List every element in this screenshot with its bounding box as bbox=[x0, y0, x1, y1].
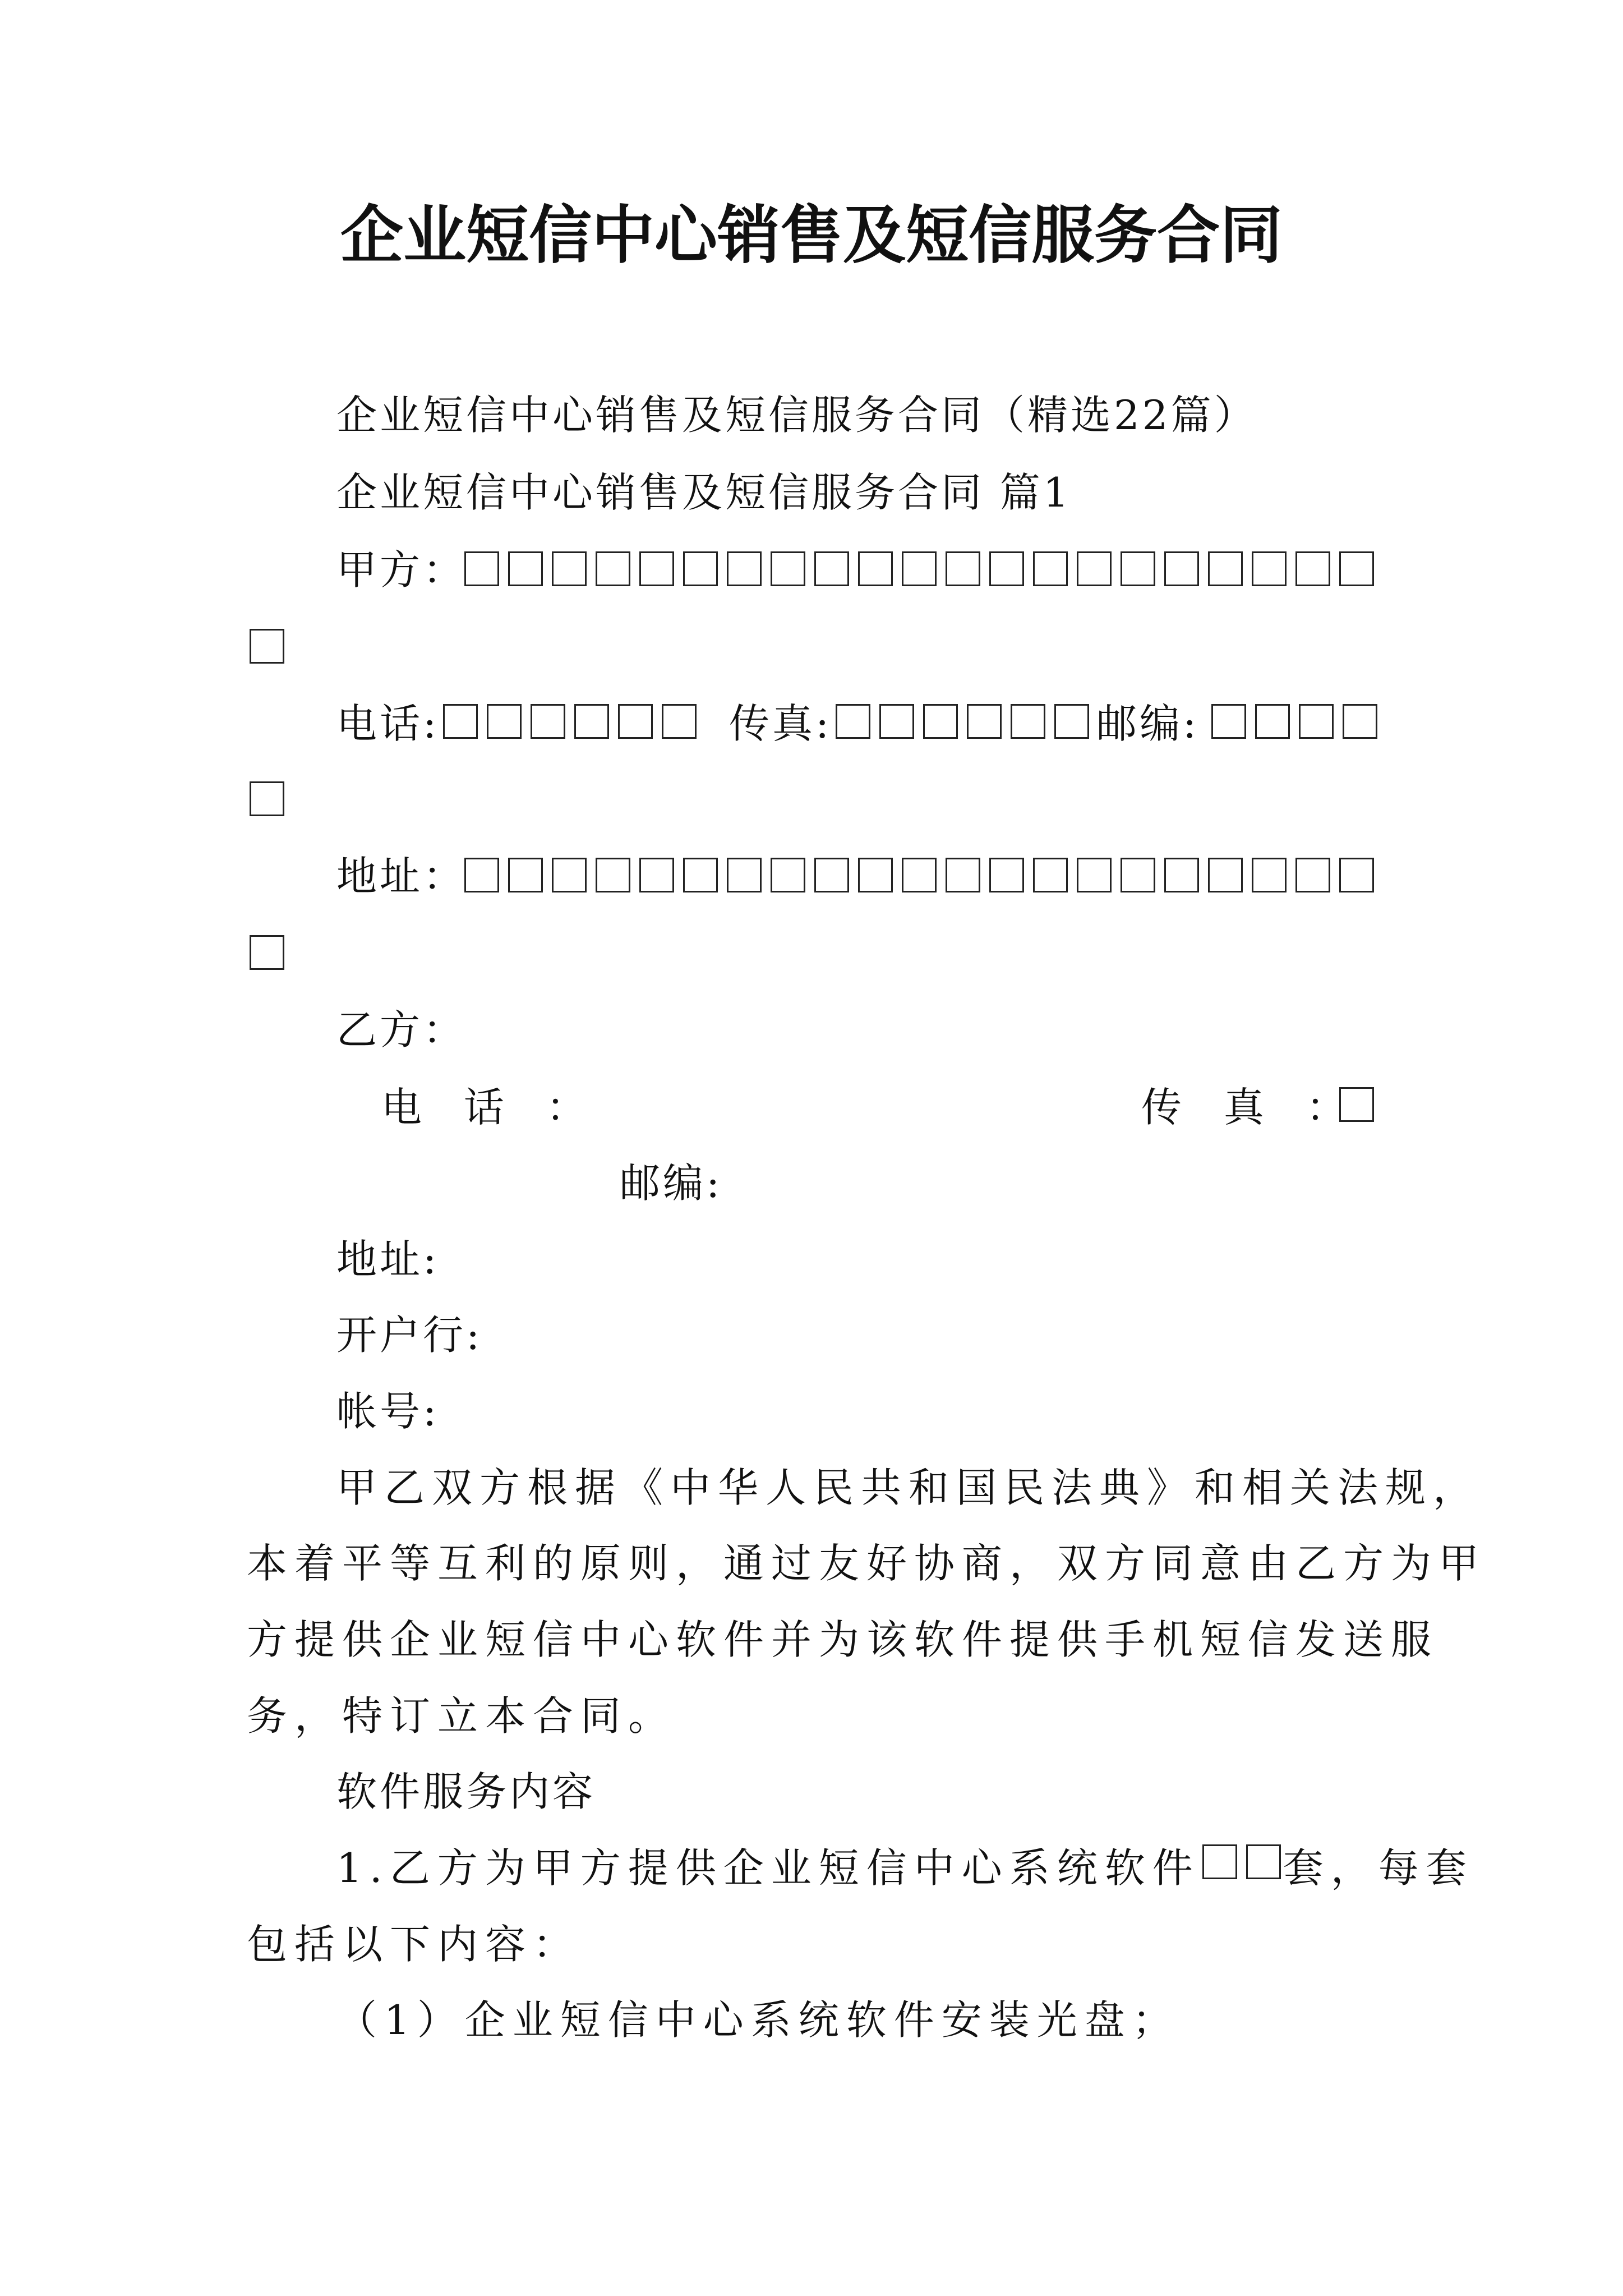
blank-box bbox=[967, 704, 1002, 739]
blank-box bbox=[464, 858, 499, 892]
section-title-software-services: 软件服务内容 bbox=[336, 1768, 596, 1815]
blank-box bbox=[946, 551, 980, 586]
document-title: 企业短信中心销售及短信服务合同 bbox=[340, 199, 1283, 272]
party-a-postcode-blanks-wrap bbox=[250, 781, 284, 817]
subtitle: 企业短信中心销售及短信服务合同（精选22篇） bbox=[336, 392, 1257, 439]
body-para1-line3: 方提供企业短信中心软件并为该软件提供手机短信发送服 bbox=[247, 1616, 1439, 1663]
blank-box bbox=[1246, 1844, 1281, 1879]
blank-box bbox=[989, 858, 1024, 892]
blank-box bbox=[552, 551, 587, 586]
blank-box bbox=[727, 551, 762, 586]
blank-box bbox=[1295, 858, 1330, 892]
blank-box bbox=[727, 858, 762, 892]
blank-box bbox=[683, 858, 718, 892]
blank-box bbox=[1077, 551, 1112, 586]
blank-box bbox=[1295, 551, 1330, 586]
blank-box bbox=[552, 858, 587, 892]
blank-box bbox=[531, 704, 565, 739]
party-a-fax-label: 传真: bbox=[729, 700, 832, 747]
blank-box bbox=[946, 858, 980, 892]
party-b-label: 乙方： bbox=[336, 1006, 467, 1053]
blank-box bbox=[879, 704, 914, 739]
section-heading: 企业短信中心销售及短信服务合同 篇1 bbox=[336, 469, 1072, 516]
blank-box bbox=[508, 551, 543, 586]
blank-box bbox=[1252, 858, 1287, 892]
party-a-postcode-label: 邮编: bbox=[1096, 700, 1200, 747]
blank-box bbox=[508, 858, 543, 892]
blank-box bbox=[1343, 704, 1377, 739]
blank-box bbox=[1033, 858, 1068, 892]
blank-box bbox=[596, 858, 630, 892]
blank-box bbox=[902, 858, 937, 892]
party-a-address-blanks-wrap bbox=[250, 935, 284, 971]
blank-box bbox=[1299, 704, 1334, 739]
party-a-postcode-blanks bbox=[1211, 704, 1377, 740]
blank-box bbox=[1164, 551, 1199, 586]
blank-box bbox=[1255, 704, 1290, 739]
blank-box bbox=[1011, 704, 1045, 739]
blank-box bbox=[574, 704, 609, 739]
blank-box bbox=[443, 704, 478, 739]
party-a-phone-blanks bbox=[443, 704, 697, 740]
item1-suffix: 套，每套 bbox=[1283, 1844, 1474, 1892]
blank-box bbox=[858, 551, 893, 586]
blank-box bbox=[464, 551, 499, 586]
blank-box bbox=[923, 704, 958, 739]
party-a-name-blanks bbox=[464, 551, 1374, 587]
blank-box bbox=[1077, 858, 1112, 892]
blank-box bbox=[639, 858, 674, 892]
blank-box bbox=[1121, 858, 1155, 892]
blank-box bbox=[250, 629, 284, 664]
blank-box bbox=[618, 704, 653, 739]
party-b-account-label: 帐号: bbox=[336, 1388, 440, 1435]
blank-box bbox=[596, 551, 630, 586]
party-a-fax-blanks bbox=[836, 704, 1089, 740]
blank-box bbox=[1121, 551, 1155, 586]
blank-box bbox=[487, 704, 522, 739]
blank-box bbox=[1339, 1087, 1374, 1122]
blank-box bbox=[1339, 551, 1374, 586]
blank-box bbox=[1164, 858, 1199, 892]
party-b-bank-label: 开户行: bbox=[336, 1312, 483, 1359]
item1-line1 bbox=[336, 1840, 1474, 1896]
blank-box bbox=[814, 858, 849, 892]
item1-quantity-blanks bbox=[1202, 1844, 1281, 1880]
blank-box bbox=[1033, 551, 1068, 586]
blank-box bbox=[836, 704, 870, 739]
item1-line2: 包括以下内容： bbox=[247, 1921, 581, 1968]
blank-box bbox=[683, 551, 718, 586]
body-para1-line1: 甲乙双方根据《中华人民共和国民法典》和相关法规， bbox=[336, 1464, 1481, 1511]
body-para1-line4: 务，特订立本合同。 bbox=[247, 1692, 676, 1740]
blank-box bbox=[989, 551, 1024, 586]
party-a-phone-label: 电话: bbox=[336, 700, 440, 747]
blank-box bbox=[771, 551, 805, 586]
item1-sub1: （1）企业短信中心系统软件安装光盘； bbox=[336, 1996, 1180, 2044]
party-b-fax-label: 传 真 ： bbox=[1141, 1084, 1361, 1131]
blank-box bbox=[250, 781, 284, 816]
blank-box bbox=[902, 551, 937, 586]
party-a-address-blanks bbox=[464, 858, 1374, 894]
blank-box bbox=[771, 858, 805, 892]
blank-box bbox=[814, 551, 849, 586]
blank-box bbox=[1208, 858, 1243, 892]
blank-box bbox=[858, 858, 893, 892]
party-a-row bbox=[336, 542, 466, 598]
blank-box bbox=[1202, 1844, 1237, 1879]
party-a-name-blanks-wrap bbox=[250, 629, 284, 665]
blank-box bbox=[1252, 551, 1287, 586]
party-b-fax-blank bbox=[1339, 1087, 1374, 1123]
blank-box bbox=[1054, 704, 1089, 739]
blank-box bbox=[1208, 551, 1243, 586]
item1-prefix: 1.乙方为甲方提供企业短信中心系统软件 bbox=[336, 1844, 1200, 1892]
blank-box bbox=[1339, 858, 1374, 892]
body-para1-line2: 本着平等互利的原则，通过友好协商，双方同意由乙方为甲 bbox=[247, 1540, 1487, 1587]
blank-box bbox=[662, 704, 697, 739]
blank-box bbox=[639, 551, 674, 586]
party-a-label: 甲方： bbox=[336, 546, 467, 593]
party-b-phone-label: 电 话 ： bbox=[381, 1084, 601, 1131]
party-b-address-label: 地址: bbox=[336, 1236, 440, 1283]
blank-box bbox=[250, 935, 284, 970]
blank-box bbox=[1211, 704, 1246, 739]
party-b-postcode-label: 邮编: bbox=[620, 1159, 723, 1207]
party-a-address-label: 地址： bbox=[336, 853, 467, 900]
